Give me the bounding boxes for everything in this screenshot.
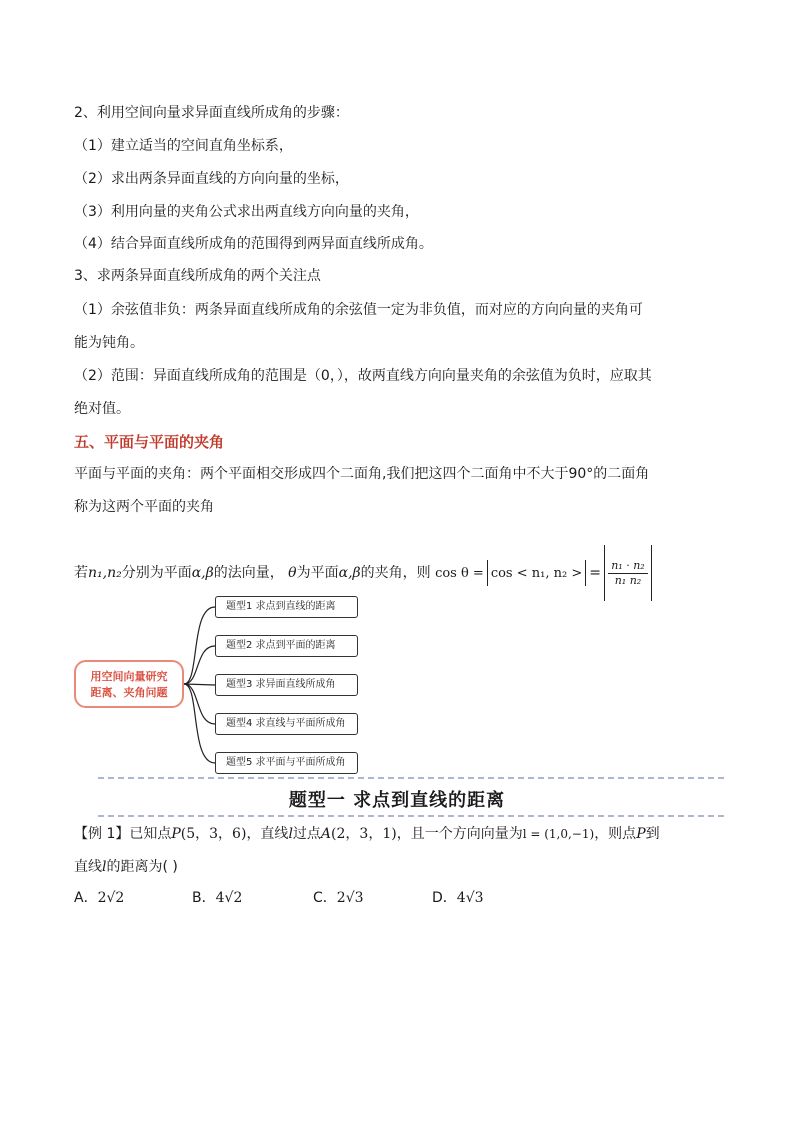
normal-vectors: n₁,n₂ xyxy=(88,565,122,581)
point-p-2: P xyxy=(636,826,646,842)
option-b[interactable] xyxy=(192,888,242,908)
example-line1 xyxy=(74,824,660,844)
option-a-value: 2√2 xyxy=(97,890,125,906)
option-a[interactable] xyxy=(74,888,124,908)
line-l: l xyxy=(288,826,293,842)
definition-line2: 称为这两个平面的夹角 xyxy=(74,499,214,515)
topic1-title: 题型一 求点到直线的距离 xyxy=(288,790,506,811)
example-label: 【例 1】 xyxy=(74,826,130,842)
equals-sign: = xyxy=(589,565,601,581)
section5-title: 五、平面与平面的夹角 xyxy=(74,433,225,451)
option-b-label: B． xyxy=(192,890,216,906)
fraction-denominator: n₁ n₂ xyxy=(614,573,642,587)
formula-text-2: 的法向量， xyxy=(213,565,284,581)
cos-inner: cos < n₁, n₂ > xyxy=(490,566,583,581)
point2-line2: 绝对值。 xyxy=(74,401,130,417)
example-text-5: ，则点 xyxy=(594,826,637,842)
mindmap-node-4: 题型4 求直线与平面所成角 xyxy=(215,713,358,735)
section-divider-top xyxy=(98,777,724,779)
point1-line2: 能为钝角。 xyxy=(74,335,144,351)
fraction-numerator: n₁ · n₂ xyxy=(611,558,645,572)
example-text-1: 已知点 xyxy=(129,826,172,842)
point-a-coords: (2，3，1) xyxy=(331,826,397,842)
example-line2 xyxy=(74,857,178,877)
mindmap-node-3: 题型3 求异面直线所成角 xyxy=(215,674,358,696)
definition-line1: 平面与平面的夹角：两个平面相交形成四个二面角,我们把这四个二面角中不大于90°的二面角 xyxy=(74,466,650,482)
direction-vector: l = (1,0,−1) xyxy=(522,827,595,841)
example-text-2: ，直线 xyxy=(246,826,289,842)
option-d-value: 4√3 xyxy=(456,890,484,906)
point2-line1: （2）范围：异面直线所成角的范围是（0，），故两直线方向向量夹角的余弦值为负时，应取其 xyxy=(74,368,652,384)
mindmap-root-line1: 用空间向量研究 xyxy=(90,670,168,683)
planes-alpha-beta-2: α,β xyxy=(338,565,361,581)
option-d-label: D． xyxy=(432,890,457,906)
example-text-4: ，且一个方向向量为 xyxy=(396,826,523,842)
section2-heading: 2、利用空间向量求异面直线所成角的步骤： xyxy=(74,105,349,121)
option-c-label: C． xyxy=(313,890,337,906)
mindmap-root-line2: 距离、夹角问题 xyxy=(90,686,168,699)
formula-ruo: 若 xyxy=(74,565,88,581)
point-p: P xyxy=(171,826,181,842)
theta-symbol: θ xyxy=(288,565,297,581)
point1-line1: （1）余弦值非负：两条异面直线所成角的余弦值一定为非负值，而对应的方向向量的夹角可 xyxy=(74,302,643,318)
option-c-value: 2√3 xyxy=(336,890,364,906)
mindmap-node-2: 题型2 求点到平面的距离 xyxy=(215,635,358,657)
formula-text-4: 的夹角，则 xyxy=(360,565,431,581)
section3-heading: 3、求两条异面直线所成角的两个关注点 xyxy=(74,268,321,284)
formula-text-3: 为平面 xyxy=(296,565,339,581)
option-d[interactable] xyxy=(432,888,484,908)
formula-text-1: 分别为平面 xyxy=(121,565,192,581)
mindmap-root xyxy=(74,660,184,708)
option-a-label: A． xyxy=(74,890,98,906)
step-1: （1）建立适当的空间直角坐标系， xyxy=(74,138,293,154)
step-2: （2）求出两条异面直线的方向向量的坐标， xyxy=(74,171,349,187)
mindmap-node-1: 题型1 求点到直线的距离 xyxy=(215,596,358,618)
example-line2-text-2: 的距离为( ) xyxy=(106,859,178,875)
line-l-2: l xyxy=(102,859,107,875)
option-b-value: 4√2 xyxy=(215,890,243,906)
point-p-coords: (5，3，6) xyxy=(180,826,247,842)
point-a: A xyxy=(320,826,332,842)
option-c[interactable] xyxy=(313,888,364,908)
mindmap-node-5: 题型5 求平面与平面所成角 xyxy=(215,752,358,774)
planes-alpha-beta: α,β xyxy=(191,565,214,581)
cos-theta: cos θ = xyxy=(435,566,484,581)
example-text-3: 过点 xyxy=(292,826,321,842)
step-4: （4）结合异面直线所成角的范围得到两异面直线所成角。 xyxy=(74,236,433,252)
example-text-6: 到 xyxy=(645,826,660,842)
section-divider-bottom xyxy=(98,815,724,817)
step-3: （3）利用向量的夹角公式求出两直线方向向量的夹角， xyxy=(74,204,419,220)
example-line2-text-1: 直线 xyxy=(74,859,102,875)
